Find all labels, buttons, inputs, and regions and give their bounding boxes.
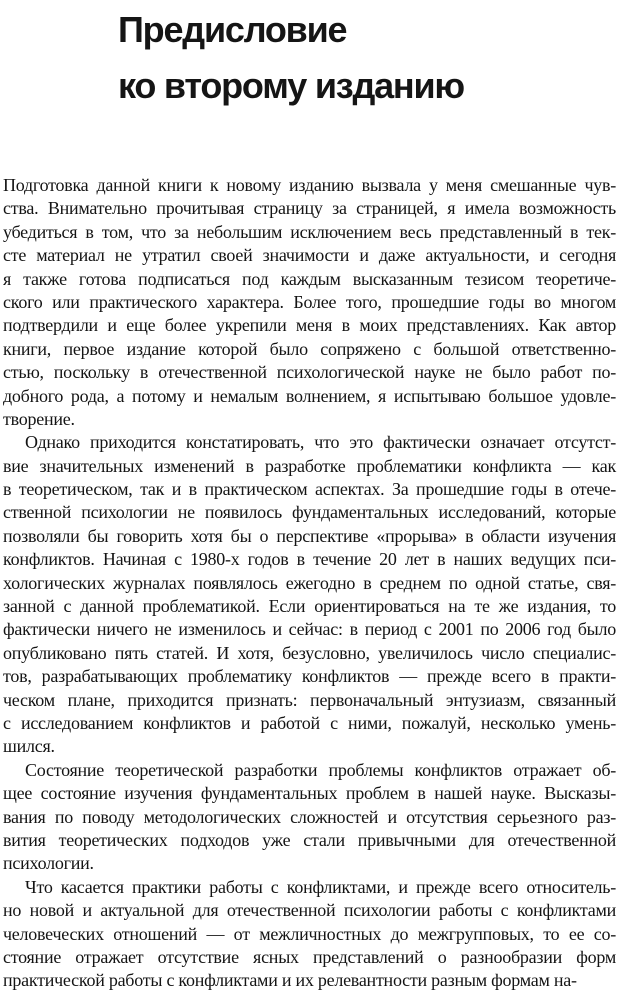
text-line: творение. xyxy=(3,408,75,429)
text-line: стояние отражает отсутствие ясных представлений о разнообразии форм xyxy=(3,946,616,967)
text-line: занной с данной проблематикой. Если ориентироваться на те же издания, то xyxy=(3,596,616,617)
text-line: сте материал не утратил своей значимости и даже актуальности, и сегодня xyxy=(3,245,616,266)
chapter-heading-line-2: ко второму изданию xyxy=(118,65,464,106)
text-line: добного рода, а потому и немалым волнением, я испытываю большое удовле- xyxy=(3,385,616,406)
text-line: практической работы с конфликтами и их релевантности разным формам на- xyxy=(3,970,577,991)
text-line: с исследованием конфликтов и работой с ними, пожалуй, несколько умень- xyxy=(3,712,616,733)
text-line: щее состояние изучения фундаментальных проблем в нашей науке. Высказы- xyxy=(3,783,616,804)
chapter-heading-line-1: Предисловие xyxy=(118,9,347,50)
text-line: ственной психологии не появилось фундаментальных исследований, которые xyxy=(3,502,616,523)
text-line: вития теоретических подходов уже стали привычными для отечественной xyxy=(3,829,616,850)
text-line: человеческих отношений — от межличностных до межгрупповых, то ее со- xyxy=(3,923,616,944)
text-line: вие значительных изменений в разработке проблематики конфликта — как xyxy=(3,455,616,476)
text-line: шился. xyxy=(3,736,55,757)
text-line: хологических журналах появлялось ежегодно в среднем по одной статье, свя- xyxy=(3,572,616,593)
text-line: опубликовано пять статей. И хотя, безусловно, увеличилось число специалис- xyxy=(3,642,616,663)
text-line: убедиться в том, что за небольшим исключением весь представленный в тек- xyxy=(3,221,616,242)
paragraph xyxy=(3,759,616,876)
text-line: ства. Внимательно прочитывая страницу за страницей, я имела возможность xyxy=(3,198,616,219)
text-line: Однако приходится констатировать, что это фактически означает отсутст- xyxy=(25,432,616,453)
body-text xyxy=(3,174,616,993)
paragraph xyxy=(3,876,616,993)
text-line: вания по поводу методологических сложностей и отсутствия серьезного раз- xyxy=(3,806,616,827)
text-line: но новой и актуальной для отечественной психологии работы с конфликтами xyxy=(3,900,616,921)
text-line: я также готова подписаться под каждым высказанным тезисом теоретиче- xyxy=(3,268,616,289)
paragraph xyxy=(3,174,616,431)
text-line: Подготовка данной книги к новому изданию вызвала у меня смешанные чув- xyxy=(3,175,616,195)
paragraph xyxy=(3,431,616,758)
text-line: тов, разрабатывающих проблематику конфликтов — прежде всего в практи- xyxy=(3,666,616,687)
text-line: конфликтов. Начиная с 1980-х годов в течение 20 лет в наших ведущих пси- xyxy=(3,549,616,570)
text-line: книги, первое издание которой было сопряжено с большой ответственно- xyxy=(3,338,616,359)
chapter-heading xyxy=(118,2,464,114)
text-line: ского или практического характера. Более того, прошедшие годы во многом xyxy=(3,291,616,312)
text-line: Что касается практики работы с конфликтами, и прежде всего относитель- xyxy=(25,876,616,897)
text-line: фактически ничего не изменилось и сейчас: в период с 2001 по 2006 год было xyxy=(3,619,616,640)
text-line: психологии. xyxy=(3,853,94,874)
text-line: стью, поскольку в отечественной психологической науке не было работ по- xyxy=(3,362,616,383)
text-line: Состояние теоретической разработки проблемы конфликтов отражает об- xyxy=(25,759,616,780)
text-line: в теоретическом, так и в практическом аспектах. За прошедшие годы в отече- xyxy=(3,479,616,500)
text-line: ческом плане, приходится признать: первоначальный энтузиазм, связанный xyxy=(3,689,616,710)
text-line: подтвердили и еще более укрепили меня в моих представлениях. Как автор xyxy=(3,315,616,336)
text-line: позволяли бы говорить хотя бы о перспективе «прорыва» в области изучения xyxy=(3,525,616,546)
